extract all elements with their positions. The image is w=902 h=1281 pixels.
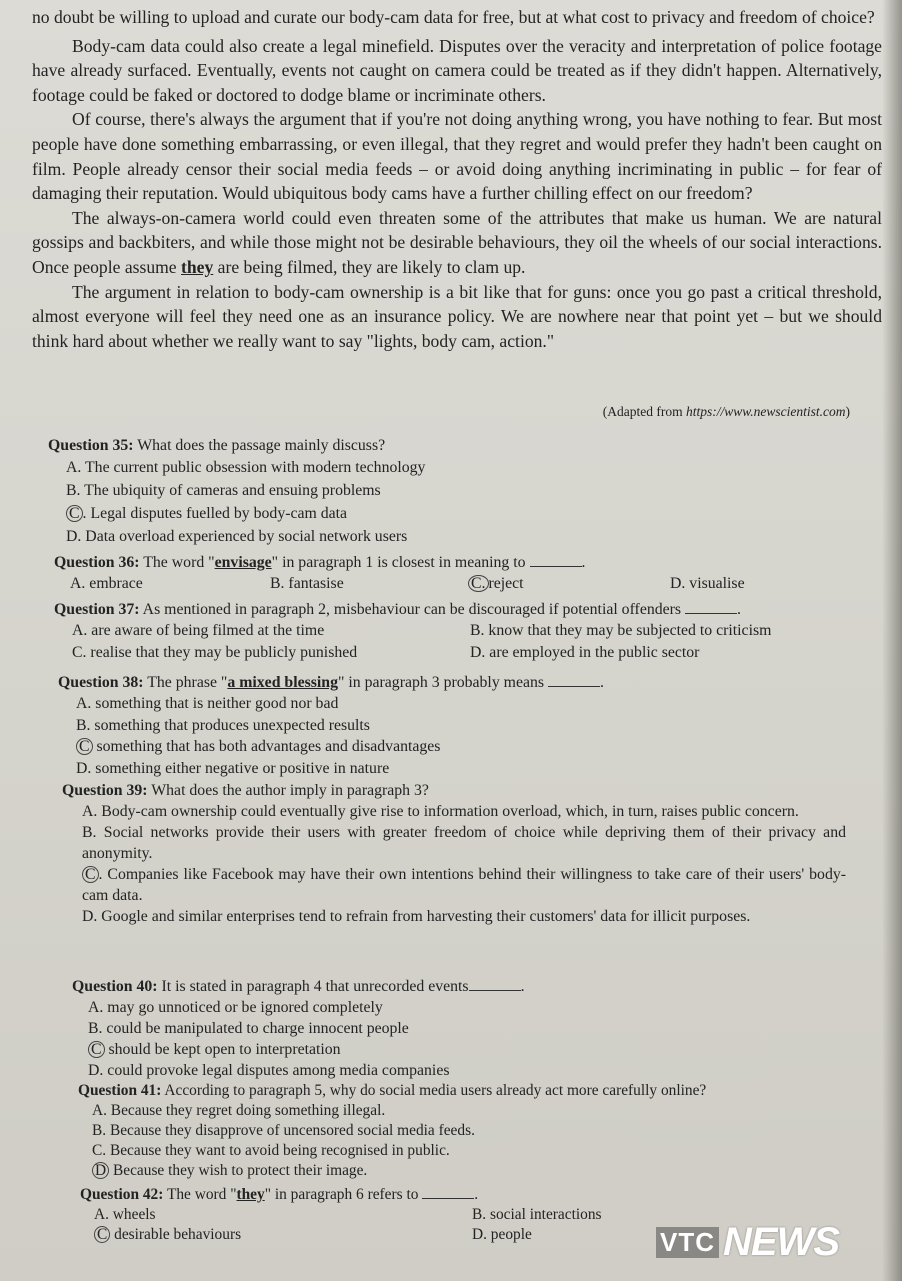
answer-blank: [530, 554, 582, 567]
option-b[interactable]: B. social interactions: [472, 1206, 602, 1223]
highlighted-phrase: a mixed blessing: [227, 674, 338, 691]
question-end: .: [474, 1186, 479, 1203]
vtc-news-watermark: [656, 1219, 878, 1264]
p6-text-b: are being filmed, they are likely to clam up.: [213, 256, 526, 277]
question-text-a: The word ": [143, 554, 215, 571]
question-35: [48, 435, 425, 548]
option-a[interactable]: A. are aware of being filmed at the time: [72, 622, 325, 639]
question-end: .: [581, 554, 586, 571]
passage-paragraph-5: Of course, there's always the argument that if you're not doing anything wrong, you have nothing to fear. But most people have done something embarrassing, or even illegal, that they regret and would prefer they hadn't been caught on film. People already censor their social media feeds – or avoid doing anything incriminating in public – for fear of damaging their reputation. Would ubiquitous body cams have a further chilling effect on our freedom?: [32, 109, 882, 204]
option-b[interactable]: B. could be manipulated to charge innocent people: [88, 1020, 409, 1037]
highlighted-word: envisage: [214, 554, 272, 571]
question-38: [58, 672, 604, 779]
option-a[interactable]: A. something that is neither good nor bad: [76, 695, 339, 712]
answer-circle-mark: C.: [468, 575, 489, 592]
question-label: Question 35:: [48, 437, 134, 454]
option-c[interactable]: [82, 864, 846, 906]
question-text-a: The word ": [166, 1186, 237, 1203]
question-text-b: " in paragraph 6 refers to: [264, 1186, 419, 1203]
highlighted-word: they: [236, 1186, 265, 1203]
question-39: [62, 780, 846, 927]
answer-circle-mark: C: [94, 1226, 110, 1243]
option-c[interactable]: [76, 736, 604, 758]
answer-circle-mark: C: [76, 738, 93, 755]
question-label: Question 36:: [54, 554, 140, 571]
answer-circle-mark: C: [82, 866, 99, 883]
option-c-text: . Companies like Facebook may have their own intentions behind their willingness to take care of their users' body-cam data.: [82, 866, 846, 904]
option-d[interactable]: [92, 1161, 706, 1181]
question-text: What does the passage mainly discuss?: [137, 437, 386, 454]
answer-circle-mark: C: [88, 1041, 105, 1058]
option-d[interactable]: D. people: [472, 1226, 532, 1243]
exam-page: [26, 0, 886, 1281]
question-label: Question 41:: [78, 1082, 162, 1099]
question-42: [80, 1184, 672, 1245]
option-c-text: something that has both advantages and disadvantages: [96, 738, 441, 755]
watermark-vtc: VTC: [656, 1227, 719, 1258]
question-41: [78, 1080, 706, 1181]
answer-circle-mark: D: [92, 1162, 109, 1179]
answer-blank: [469, 978, 521, 991]
option-d[interactable]: D. visualise: [670, 575, 745, 592]
option-b[interactable]: B. Because they disapprove of uncensored social media feeds.: [92, 1122, 475, 1139]
option-a[interactable]: A. The current public obsession with modern technology: [66, 459, 426, 476]
source-prefix: (Adapted from: [602, 404, 686, 419]
option-c[interactable]: [94, 1225, 472, 1245]
option-a[interactable]: A. embrace: [70, 575, 143, 592]
option-c-text: desirable behaviours: [114, 1226, 242, 1243]
passage-paragraph-4: Body-cam data could also create a legal minefield. Disputes over the veracity and interpretation of police footage have already surfaced. Eventually, events not caught on camera could be treated as if they didn't happen. Alternatively, footage could be faked or doctored to dodge blame or incriminate others.: [32, 35, 882, 105]
option-c[interactable]: [66, 502, 425, 525]
option-c-text: should be kept open to interpretation: [108, 1041, 341, 1058]
option-b[interactable]: B. something that produces unexpected results: [76, 716, 370, 734]
question-label: Question 38:: [58, 674, 144, 691]
question-text: What does the author imply in paragraph 3?: [151, 782, 429, 799]
answer-circle-mark: C: [66, 505, 83, 522]
question-text-a: The phrase ": [147, 674, 228, 691]
option-d[interactable]: D. could provoke legal disputes among media companies: [88, 1062, 450, 1079]
option-a[interactable]: A. may go unnoticed or be ignored completely: [88, 999, 383, 1016]
option-d[interactable]: D. something either negative or positive in nature: [76, 759, 390, 777]
question-37: [54, 599, 850, 664]
option-a[interactable]: A. Because they regret doing something illegal.: [92, 1102, 386, 1119]
option-b[interactable]: B. The ubiquity of cameras and ensuing problems: [66, 482, 381, 499]
p6-text-a: The always-on-camera world could even threaten some of the attributes that make us human. We are natural gossips and backbiters, and while those might not be desirable behaviours, they oil the wheels of our social interactions. Once people assume: [32, 207, 882, 277]
option-c[interactable]: [88, 1039, 525, 1060]
question-end: .: [599, 674, 604, 691]
highlighted-word-they: they: [181, 256, 214, 277]
question-label: Question 39:: [62, 782, 148, 799]
option-c-text: . Legal disputes fuelled by body-cam data: [82, 505, 348, 522]
question-36: [54, 552, 830, 594]
option-c[interactable]: C. realise that they may be publicly punished: [72, 644, 358, 661]
passage-text: no doubt be willing to upload and curate our body-cam data for free, but at what cost to privacy and freedom of choice?: [32, 7, 875, 27]
option-d[interactable]: D. are employed in the public sector: [470, 644, 700, 661]
passage-paragraph-7: The argument in relation to body-cam ownership is a bit like that for guns: once you go past a critical threshold, almost everyone will feel they need one as an insurance policy. We are nowhere near that point yet – but we should think hard about whether we really want to say "lights, body cam, action.": [32, 281, 882, 351]
option-d[interactable]: D. Data overload experienced by social network users: [66, 528, 408, 545]
option-d[interactable]: D. Google and similar enterprises tend to refrain from harvesting their customers' data for illicit purposes.: [82, 908, 751, 925]
passage-paragraph-continued: [32, 5, 882, 353]
option-c[interactable]: [468, 573, 670, 594]
option-d-text: Because they wish to protect their image.: [112, 1162, 368, 1179]
question-end: .: [737, 601, 741, 618]
question-text: As mentioned in paragraph 2, misbehaviour can be discouraged if potential offenders: [142, 601, 682, 618]
question-text-b: " in paragraph 1 is closest in meaning to: [271, 554, 526, 571]
question-label: Question 40:: [72, 978, 158, 995]
answer-blank: [685, 601, 737, 614]
option-b[interactable]: B. Social networks provide their users with greater freedom of choice while depriving them of their privacy and anonymity.: [82, 824, 846, 862]
question-text: It is stated in paragraph 4 that unrecorded events: [161, 978, 469, 995]
source-citation: [603, 404, 850, 420]
question-label: Question 37:: [54, 601, 140, 618]
option-c-text: reject: [488, 575, 524, 592]
question-text-b: " in paragraph 3 probably means: [337, 674, 545, 691]
question-end: .: [520, 978, 525, 995]
question-text: According to paragraph 5, why do social media users already act more carefully online?: [164, 1082, 707, 1099]
option-a[interactable]: A. wheels: [94, 1206, 156, 1223]
option-b[interactable]: B. know that they may be subjected to criticism: [470, 622, 772, 639]
watermark-news: NEWS: [723, 1219, 839, 1264]
option-a[interactable]: A. Body-cam ownership could eventually give rise to information overload, which, in turn, raises public concern.: [82, 803, 799, 820]
source-suffix: ): [845, 404, 850, 419]
answer-blank: [548, 674, 600, 687]
option-c[interactable]: C. Because they want to avoid being recognised in public.: [92, 1142, 450, 1159]
answer-blank: [422, 1186, 474, 1199]
option-b[interactable]: B. fantasise: [270, 575, 344, 592]
passage-paragraph-6: [32, 206, 882, 280]
question-label: Question 42:: [80, 1186, 164, 1203]
source-url: https://www.newscientist.com: [686, 404, 846, 419]
question-40: [72, 976, 525, 1081]
